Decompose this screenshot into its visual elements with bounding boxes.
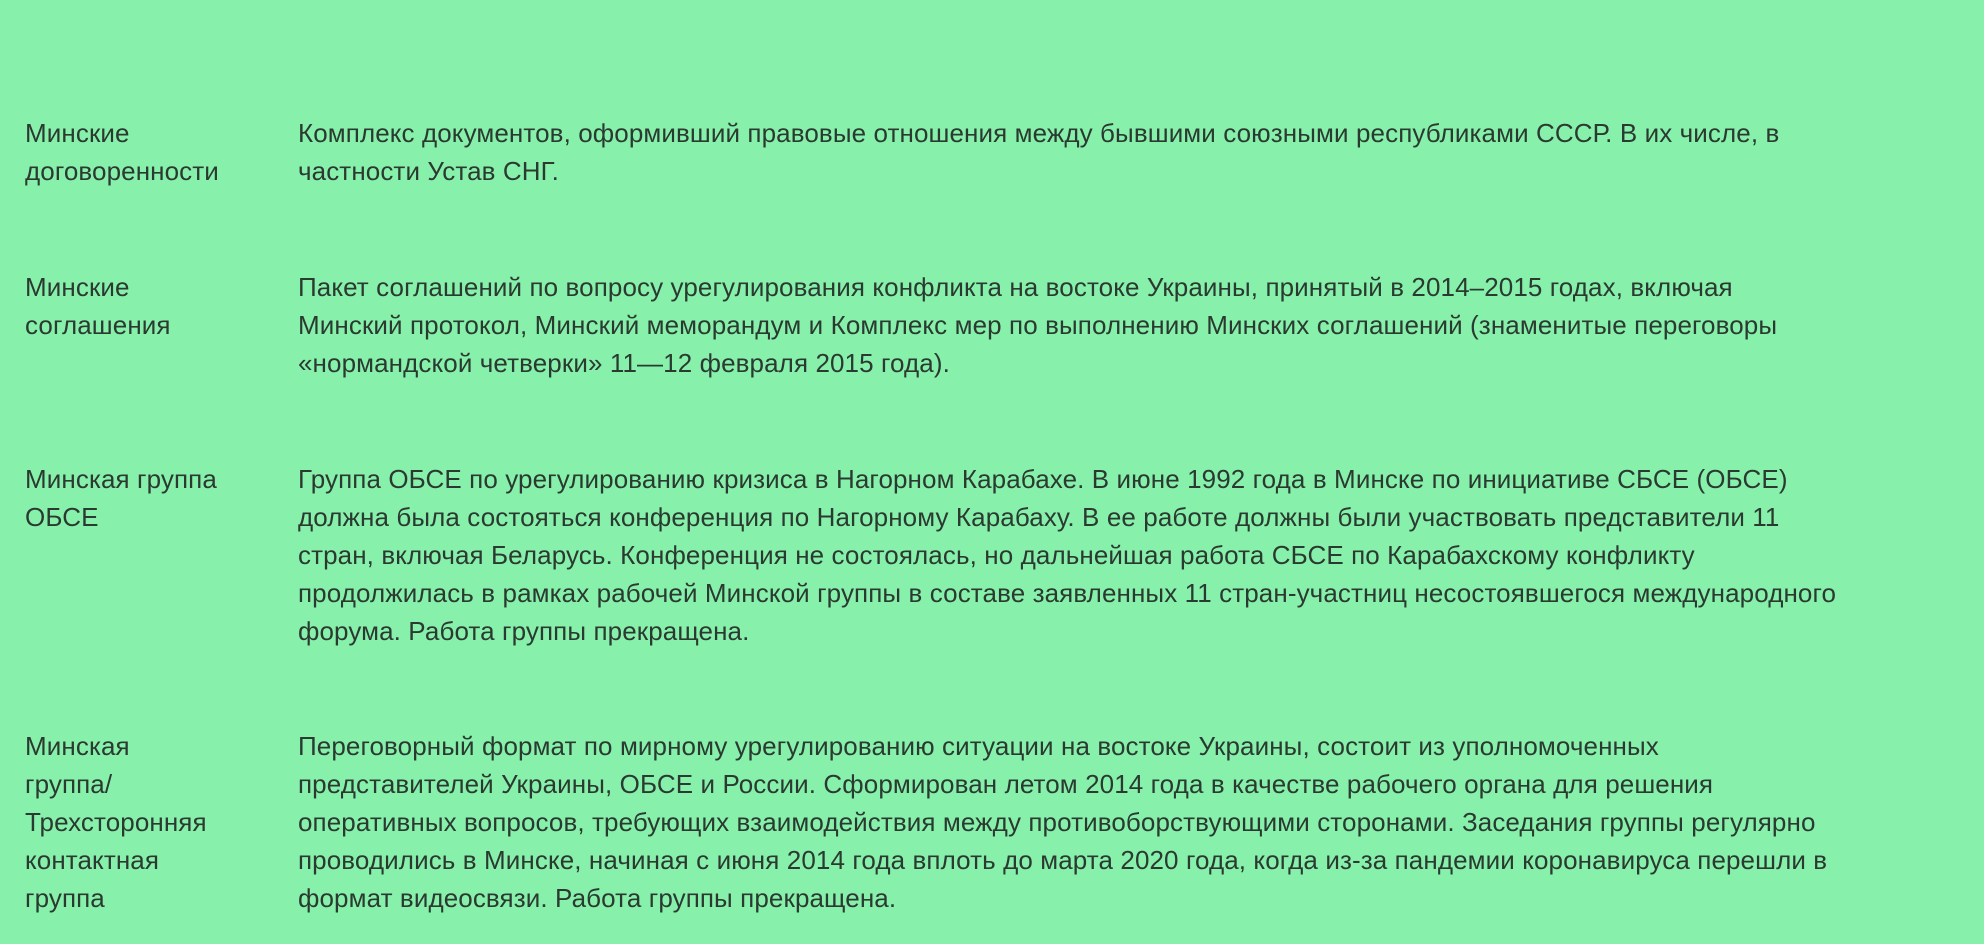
definition-line: частности Устав СНГ.: [298, 156, 559, 186]
term-line: соглашения: [25, 310, 171, 340]
definition-line: формат видеосвязи. Работа группы прекращена.: [298, 883, 897, 913]
definition-line: представителей Украины, ОБСЕ и России. Сформирован летом 2014 года в качестве рабочего органа для решения: [298, 769, 1714, 799]
definition-line: продолжилась в рамках рабочей Минской группы в составе заявленных 11 стран-участниц несостоявшегося международного: [298, 578, 1837, 608]
definition-line: должна была состояться конференция по Нагорному Карабаху. В ее работе должны были участвовать представители 11: [298, 502, 1780, 532]
term-line: Трехсторонняя: [25, 807, 207, 837]
definition-line: оперативных вопросов, требующих взаимодействия между противоборствующими сторонами. Заседания группы регулярно: [298, 807, 1816, 837]
glossary-term: [25, 460, 275, 536]
definition-line: Минский протокол, Минский меморандум и Комплекс мер по выполнению Минских соглашений (знаменитые переговоры: [298, 310, 1778, 340]
term-line: Минские: [25, 272, 130, 302]
term-line: договоренности: [25, 156, 219, 186]
glossary-term: [25, 727, 275, 917]
definition-line: Группа ОБСЕ по урегулированию кризиса в Нагорном Карабахе. В июне 1992 года в Минске по инициативе СБСЕ (ОБСЕ): [298, 464, 1788, 494]
glossary-definition: [298, 268, 1970, 382]
term-line: Минская: [25, 731, 130, 761]
definition-line: форума. Работа группы прекращена.: [298, 616, 750, 646]
definition-line: «нормандской четверки» 11—12 февраля 2015 года).: [298, 348, 950, 378]
term-line: Минские: [25, 118, 130, 148]
term-line: ОБСЕ: [25, 502, 99, 532]
term-line: контактная: [25, 845, 160, 875]
term-line: группа/: [25, 769, 113, 799]
glossary-definition: [298, 460, 1970, 650]
glossary-definition: [298, 114, 1970, 190]
definition-line: проводились в Минске, начиная с июня 2014 года вплоть до марта 2020 года, когда из-за пандемии коронавируса перешли в: [298, 845, 1828, 875]
definition-line: Пакет соглашений по вопросу урегулирования конфликта на востоке Украины, принятый в 2014–2015 годах, включая: [298, 272, 1733, 302]
definition-line: стран, включая Беларусь. Конференция не состоялась, но дальнейшая работа СБСЕ по Карабахскому конфликту: [298, 540, 1695, 570]
glossary-definition: [298, 727, 1970, 917]
term-line: группа: [25, 883, 105, 913]
glossary-term: [25, 114, 275, 190]
term-line: Минская группа: [25, 464, 217, 494]
definition-line: Переговорный формат по мирному урегулированию ситуации на востоке Украины, состоит из уполномоченных: [298, 731, 1659, 761]
glossary-term: [25, 268, 275, 344]
definition-line: Комплекс документов, оформивший правовые отношения между бывшими союзными республиками СССР. В их числе, в: [298, 118, 1780, 148]
